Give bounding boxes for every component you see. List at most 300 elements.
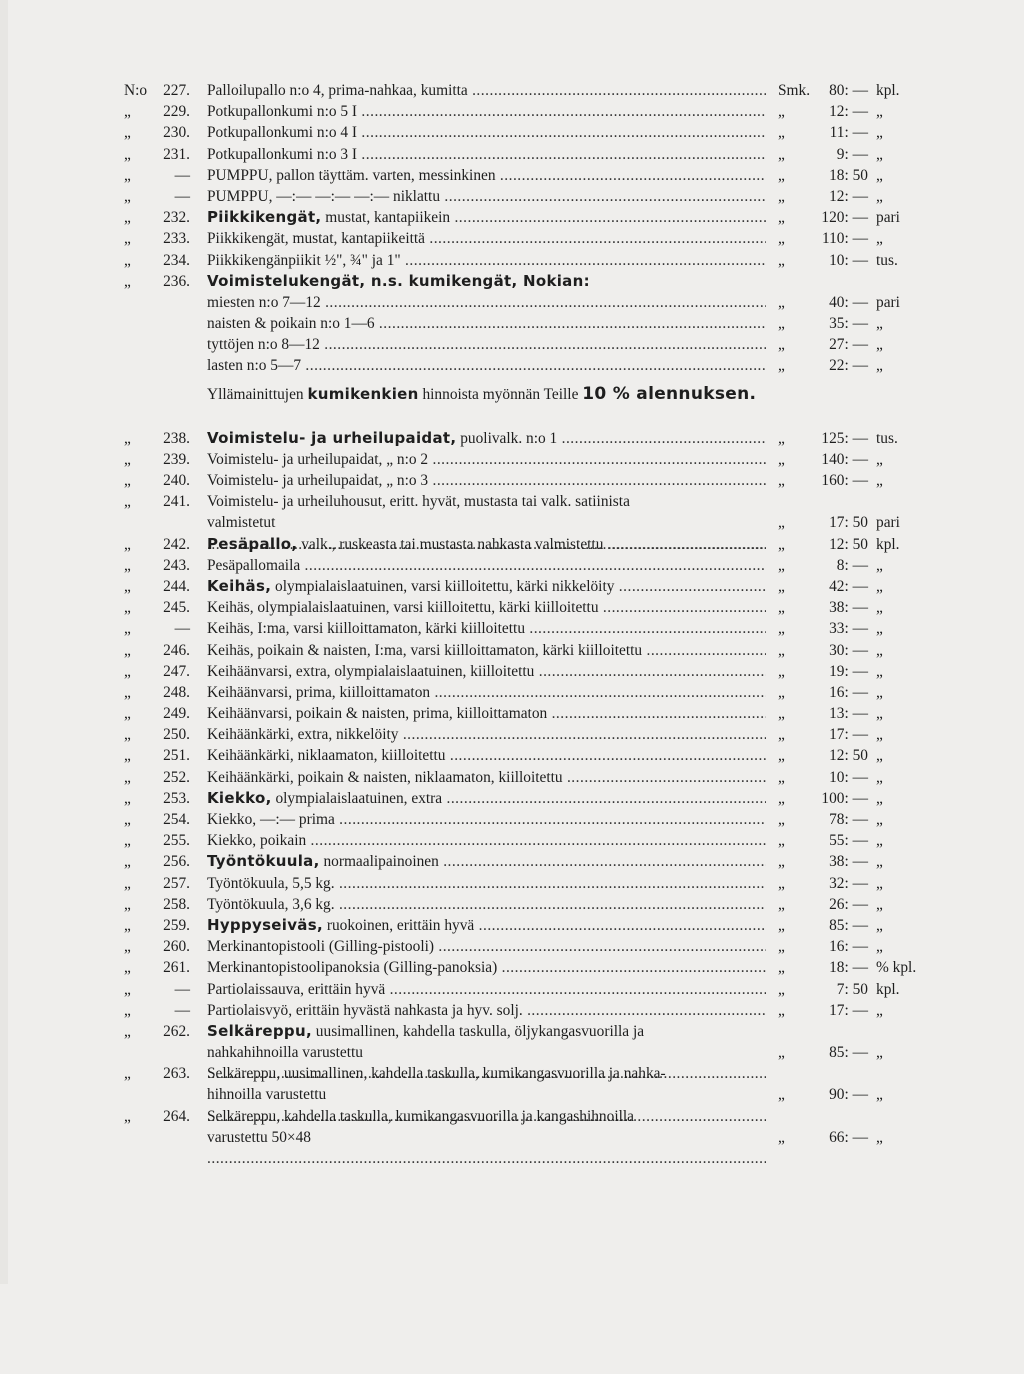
- price: 38: —: [829, 599, 868, 617]
- description-line: Kiekko, —:— prima .....: [207, 811, 766, 828]
- price: 9: —: [836, 145, 868, 163]
- description-line: Palloilupallo n:o 4, prima-nahkaa, kumitta .....: [207, 82, 766, 99]
- price: 10: —: [829, 251, 868, 269]
- item-name-bold: Piikkikengät,: [207, 208, 322, 227]
- price-row: [98, 334, 918, 355]
- item-number: 257.: [163, 874, 190, 892]
- item-number: 227.: [163, 82, 190, 99]
- price-row: [98, 830, 918, 851]
- unit: % kpl.: [876, 959, 917, 977]
- item-description: [207, 271, 766, 292]
- item-number: 239.: [163, 450, 190, 468]
- price-row: [98, 661, 918, 682]
- price: 16: —: [829, 938, 868, 956]
- description-line: Keihäs, olympialaislaatuinen, varsi kiilloitettu, kärki kiilloitettu .....: [207, 599, 766, 616]
- unit: „: [876, 1086, 883, 1104]
- ditto-mark: „: [124, 895, 131, 913]
- description-line: normaalipainoinen .....: [320, 853, 766, 870]
- price: 80: —: [829, 82, 868, 99]
- unit: „: [876, 145, 883, 163]
- price-prefix: „: [778, 251, 785, 269]
- description-line: olympialaislaatuinen, extra .....: [272, 790, 766, 807]
- price-prefix: „: [778, 450, 785, 468]
- price-prefix: „: [778, 832, 785, 850]
- description-line: PUMPPU, pallon täyttäm. varten, messinkinen .....: [207, 167, 766, 184]
- price: 10: —: [829, 768, 868, 786]
- price: 11: —: [829, 124, 868, 142]
- item-number: 251.: [163, 747, 190, 765]
- price-prefix: „: [778, 916, 785, 934]
- item-description: [207, 334, 766, 355]
- price: 17: 50: [829, 514, 868, 532]
- item-number: 259.: [163, 916, 190, 934]
- description-line: Keihäänkärki, niklaamaton, kiilloitettu .....: [207, 747, 766, 764]
- item-number: 234.: [163, 251, 190, 269]
- price-row: [98, 555, 918, 576]
- price-row: [98, 186, 918, 207]
- price-prefix: „: [778, 789, 785, 807]
- ditto-mark: „: [124, 980, 131, 998]
- price: 18: 50: [829, 166, 868, 184]
- unit: kpl.: [876, 980, 900, 998]
- price-prefix: „: [778, 938, 785, 956]
- price: 27: —: [829, 336, 868, 354]
- item-description: [207, 428, 766, 449]
- item-description: [207, 228, 766, 249]
- description-line: Selkäreppu, uusimallinen, kahdella taskulla, kumikangasvuorilla ja nahka-: [207, 1065, 666, 1083]
- ditto-mark: „: [124, 874, 131, 892]
- description-line: Keihäänkärki, poikain & naisten, niklaamaton, kiilloitettu .....: [207, 769, 766, 786]
- item-description: [207, 703, 766, 724]
- price-prefix: „: [778, 1001, 785, 1019]
- item-number: —: [174, 980, 190, 998]
- item-description: [207, 809, 766, 830]
- price-prefix: „: [778, 874, 785, 892]
- price-row: [98, 745, 918, 766]
- price-row: [98, 355, 918, 376]
- description-line: Keihäänvarsi, extra, olympialaislaatuinen, kiilloitettu .....: [207, 663, 766, 680]
- price-row: [98, 101, 918, 122]
- unit: tus.: [876, 251, 898, 269]
- price-prefix: „: [778, 315, 785, 333]
- description-line: lasten n:o 5—7 .....: [207, 357, 766, 374]
- item-description: [207, 851, 766, 872]
- item-number: 262.: [163, 1022, 190, 1040]
- price: 35: —: [829, 315, 868, 333]
- ditto-mark: „: [124, 535, 131, 553]
- ditto-mark: „: [124, 959, 131, 977]
- unit: „: [876, 938, 883, 956]
- price-row: [98, 144, 918, 165]
- price-row: [98, 1000, 918, 1021]
- unit: „: [876, 472, 883, 489]
- price-prefix: „: [778, 514, 785, 532]
- price-prefix: „: [778, 662, 785, 680]
- price-row: [98, 767, 918, 788]
- unit: pari: [876, 209, 900, 227]
- price-row: [98, 597, 918, 618]
- ditto-mark: „: [124, 683, 131, 701]
- ditto-mark: „: [124, 620, 131, 638]
- unit: „: [876, 811, 883, 829]
- unit: „: [876, 916, 883, 934]
- price-prefix: „: [778, 293, 785, 311]
- item-number: —: [174, 187, 190, 205]
- description-line-2: nahkahihnoilla varustettu .....: [207, 1044, 766, 1082]
- item-name-bold: Työntökuula,: [207, 852, 320, 871]
- item-description: [207, 122, 766, 143]
- price-prefix: „: [778, 811, 785, 829]
- description-line: puolivalk. n:o 1 .....: [456, 430, 766, 447]
- unit: „: [876, 683, 883, 701]
- item-description: [207, 534, 766, 555]
- description-line-2: varustettu 50×48 .....: [207, 1129, 766, 1167]
- ditto-mark: „: [124, 938, 131, 956]
- price: 26: —: [829, 895, 868, 913]
- ditto-mark: „: [124, 916, 131, 934]
- item-description: [207, 957, 766, 978]
- description-line: naisten & poikain n:o 1—6 .....: [207, 315, 766, 332]
- unit: „: [876, 641, 883, 659]
- ditto-mark: „: [124, 166, 131, 184]
- ditto-mark: „: [124, 272, 131, 290]
- price-list: [98, 80, 918, 1148]
- discount-note: [98, 377, 918, 415]
- price-row: [98, 957, 918, 978]
- unit: „: [876, 577, 883, 595]
- item-description: [207, 1000, 766, 1021]
- price-prefix: „: [778, 853, 785, 871]
- ditto-mark: „: [124, 472, 131, 489]
- item-description: [207, 101, 766, 122]
- price: 38: —: [829, 853, 868, 871]
- item-name-bold: Pesäpallo,: [207, 534, 298, 553]
- ditto-mark: „: [124, 1065, 131, 1083]
- item-number: 240.: [163, 472, 190, 489]
- item-number: 256.: [163, 853, 190, 871]
- description-line: PUMPPU, —:— —:— —:— niklattu .....: [207, 188, 766, 205]
- item-number: —: [174, 1001, 190, 1019]
- price-row: [98, 470, 918, 491]
- item-name-bold: Selkäreppu,: [207, 1021, 312, 1040]
- item-number: 229.: [163, 103, 190, 121]
- price: 110: —: [821, 230, 868, 248]
- item-description: [207, 1106, 766, 1170]
- item-name-bold: Voimistelu- ja urheilupaidat,: [207, 428, 457, 447]
- ditto-mark: „: [124, 103, 131, 121]
- description-line: Potkupallonkumi n:o 3 I .....: [207, 146, 766, 163]
- ditto-mark: „: [124, 641, 131, 659]
- ditto-mark: „: [124, 705, 131, 723]
- unit: kpl.: [876, 535, 900, 553]
- description-line: miesten n:o 7—12 .....: [207, 294, 766, 311]
- item-description: [207, 682, 766, 703]
- ditto-mark: „: [124, 493, 131, 511]
- item-name-bold: Kiekko,: [207, 788, 272, 807]
- description-line-2: valmistetut .....: [207, 514, 766, 552]
- price: 12: —: [829, 103, 868, 121]
- ditto-mark: „: [124, 429, 131, 447]
- item-description: [207, 355, 766, 376]
- item-description: [207, 618, 766, 639]
- price: 55: —: [829, 832, 868, 850]
- price: 13: —: [829, 705, 868, 723]
- description-line: Potkupallonkumi n:o 5 I .....: [207, 103, 766, 120]
- price: 120: —: [821, 209, 868, 227]
- item-number: 241.: [163, 493, 190, 511]
- item-description: [207, 470, 766, 491]
- item-number: —: [174, 620, 190, 638]
- price-row: [98, 724, 918, 745]
- item-number: 244.: [163, 577, 190, 595]
- description-line: mustat, kantapiikein .....: [321, 209, 766, 226]
- item-number: 247.: [163, 662, 190, 680]
- unit: „: [876, 450, 883, 468]
- item-number: 230.: [163, 124, 190, 142]
- price: 90: —: [829, 1086, 868, 1104]
- unit: „: [876, 705, 883, 723]
- item-number: 238.: [163, 429, 190, 447]
- item-description: [207, 186, 766, 207]
- price-prefix: „: [778, 577, 785, 595]
- unit: „: [876, 124, 883, 142]
- item-number: 264.: [163, 1107, 190, 1125]
- description-line: Voimistelu- ja urheiluhousut, eritt. hyvät, mustasta tai valk. satiinista: [207, 493, 630, 511]
- description-line: valk., ruskeasta tai mustasta nahkasta valmistettu .....: [297, 536, 766, 553]
- description-line: Keihäs, poikain & naisten, I:ma, varsi kiilloittamaton, kärki kiilloitettu .....: [207, 642, 766, 659]
- item-description: [207, 894, 766, 915]
- item-description: [207, 207, 766, 228]
- ditto-mark: „: [124, 811, 131, 829]
- price: 40: —: [829, 293, 868, 311]
- price-row: [98, 979, 918, 1000]
- unit: pari: [876, 514, 900, 532]
- price-row: [98, 915, 918, 936]
- price-row: [98, 640, 918, 661]
- price-prefix: „: [778, 641, 785, 659]
- price-prefix: „: [778, 357, 785, 375]
- price: 42: —: [829, 577, 868, 595]
- unit: „: [876, 187, 883, 205]
- ditto-mark: „: [124, 747, 131, 765]
- ditto-mark: „: [124, 209, 131, 227]
- price-row: [98, 292, 918, 313]
- price-prefix: „: [778, 959, 785, 977]
- price-row: [98, 449, 918, 470]
- ditto-mark: „: [124, 577, 131, 595]
- item-description: [207, 449, 766, 470]
- price-row: [98, 851, 918, 872]
- price: 19: —: [829, 662, 868, 680]
- price-prefix: „: [778, 535, 785, 553]
- ditto-mark: „: [124, 230, 131, 248]
- description-line: Selkäreppu, kahdella taskulla, kumikangasvuorilla ja kangashihnoilla: [207, 1107, 634, 1125]
- item-number: 242.: [163, 535, 190, 553]
- description-line: Partiolaisvyö, erittäin hyvästä nahkasta ja hyv. solj. .....: [207, 1002, 766, 1019]
- item-description: [207, 576, 766, 597]
- item-description: [207, 640, 766, 661]
- price-row: [98, 618, 918, 639]
- item-number: 252.: [163, 768, 190, 786]
- item-number: 255.: [163, 832, 190, 850]
- price-prefix: „: [778, 103, 785, 121]
- price-prefix: „: [778, 472, 785, 489]
- price-prefix: „: [778, 980, 785, 998]
- price: 160: —: [821, 472, 868, 489]
- price-row: [98, 1106, 918, 1148]
- item-description: [207, 745, 766, 766]
- price-row: [98, 788, 918, 809]
- ditto-mark: „: [124, 789, 131, 807]
- unit: „: [876, 853, 883, 871]
- item-description: [207, 936, 766, 957]
- item-number: 245.: [163, 599, 190, 617]
- price: 8: —: [836, 556, 868, 574]
- price-prefix: Smk.: [778, 82, 811, 99]
- unit: „: [876, 768, 883, 786]
- price-prefix: „: [778, 747, 785, 765]
- price-prefix: „: [778, 726, 785, 744]
- description-line: Keihäänkärki, extra, nikkelöity .....: [207, 726, 766, 743]
- item-description: [207, 555, 766, 576]
- ditto-mark: „: [124, 556, 131, 574]
- unit: „: [876, 166, 883, 184]
- price-row: [98, 936, 918, 957]
- description-line: Voimistelu- ja urheilupaidat, „ n:o 3 .....: [207, 472, 766, 489]
- item-number: 253.: [163, 789, 190, 807]
- unit: „: [876, 599, 883, 617]
- price-prefix: „: [778, 429, 785, 447]
- description-line: ruokoinen, erittäin hyvä .....: [323, 917, 766, 934]
- unit: „: [876, 556, 883, 574]
- price: 100: —: [821, 789, 868, 807]
- price-row: [98, 165, 918, 186]
- price-row: [98, 894, 918, 915]
- ditto-mark: „: [124, 768, 131, 786]
- unit: „: [876, 315, 883, 333]
- price-prefix: „: [778, 336, 785, 354]
- item-number: 263.: [163, 1065, 190, 1083]
- price: 33: —: [829, 620, 868, 638]
- price-row: [98, 682, 918, 703]
- description-line: Merkinantopistooli (Gilling-pistooli) .....: [207, 938, 766, 955]
- price-row: [98, 250, 918, 271]
- description-line: Pesäpallomaila .....: [207, 557, 766, 574]
- price-prefix: „: [778, 599, 785, 617]
- item-number: 249.: [163, 705, 190, 723]
- ditto-mark: „: [124, 1022, 131, 1040]
- item-number: 260.: [163, 938, 190, 956]
- item-number: 254.: [163, 811, 190, 829]
- item-description: [207, 979, 766, 1000]
- price-prefix: „: [778, 556, 785, 574]
- item-description: [207, 788, 766, 809]
- price: 32: —: [829, 874, 868, 892]
- price-prefix: „: [778, 705, 785, 723]
- unit: „: [876, 874, 883, 892]
- item-name-bold: Keihäs,: [207, 576, 272, 595]
- price-prefix: „: [778, 1128, 785, 1146]
- left-page-edge: [0, 0, 8, 1284]
- price-prefix: „: [778, 1044, 785, 1062]
- price: 85: —: [829, 916, 868, 934]
- price-row: [98, 703, 918, 724]
- description-line: Merkinantopistoolipanoksia (Gilling-panoksia) .....: [207, 959, 766, 976]
- price-row: [98, 534, 918, 555]
- price-row: [98, 122, 918, 143]
- item-number: 261.: [163, 959, 190, 977]
- price-prefix: „: [778, 620, 785, 638]
- item-description: [207, 724, 766, 745]
- item-name-bold: Hyppyseiväs,: [207, 915, 323, 934]
- price: 16: —: [829, 683, 868, 701]
- price-prefix: „: [778, 683, 785, 701]
- item-number: 243.: [163, 556, 190, 574]
- description-line: Keihäs, I:ma, varsi kiilloittamaton, kärki kiilloitettu .....: [207, 620, 766, 637]
- price: 12: 50: [829, 535, 868, 553]
- price-prefix: „: [778, 1086, 785, 1104]
- item-number: 258.: [163, 895, 190, 913]
- price: 78: —: [829, 811, 868, 829]
- price-row: [98, 313, 918, 334]
- item-description: [207, 767, 766, 788]
- unit: „: [876, 1128, 883, 1146]
- unit: „: [876, 620, 883, 638]
- item-description: [207, 597, 766, 618]
- ditto-mark: N:o: [124, 82, 148, 99]
- unit: kpl.: [876, 82, 900, 99]
- unit: pari: [876, 293, 900, 311]
- unit: „: [876, 726, 883, 744]
- price: 17: —: [829, 726, 868, 744]
- unit: tus.: [876, 429, 898, 447]
- unit: „: [876, 662, 883, 680]
- item-number: 248.: [163, 683, 190, 701]
- price-row: [98, 428, 918, 449]
- item-number: 246.: [163, 641, 190, 659]
- unit: „: [876, 230, 883, 248]
- price-row: [98, 491, 918, 533]
- item-number: —: [174, 166, 190, 184]
- description-line: Piikkikengät, mustat, kantapiikeittä .....: [207, 230, 766, 247]
- price-row: [98, 228, 918, 249]
- price: 125: —: [821, 429, 868, 447]
- item-number: 233.: [163, 230, 190, 248]
- description-line: Työntökuula, 5,5 kg. .....: [207, 875, 766, 892]
- unit: „: [876, 357, 883, 375]
- item-number: 236.: [163, 272, 190, 290]
- ditto-mark: „: [124, 1001, 131, 1019]
- item-name-bold: Voimistelukengät, n.s. kumikengät, Nokian:: [207, 271, 590, 290]
- item-description: [207, 250, 766, 271]
- item-number: 231.: [163, 145, 190, 163]
- ditto-mark: „: [124, 251, 131, 269]
- item-description: [207, 661, 766, 682]
- unit: „: [876, 1044, 883, 1062]
- price: 12: —: [829, 187, 868, 205]
- unit: „: [876, 832, 883, 850]
- item-description: [207, 830, 766, 851]
- price-row: [98, 873, 918, 894]
- price: 22: —: [829, 357, 868, 375]
- ditto-mark: „: [124, 599, 131, 617]
- ditto-mark: „: [124, 450, 131, 468]
- item-number: 250.: [163, 726, 190, 744]
- price-row: [98, 80, 918, 101]
- item-description: [207, 313, 766, 334]
- price-row: [98, 809, 918, 830]
- description-line: olympialaislaatuinen, varsi kiilloitettu, kärki nikkelöity .....: [271, 578, 766, 595]
